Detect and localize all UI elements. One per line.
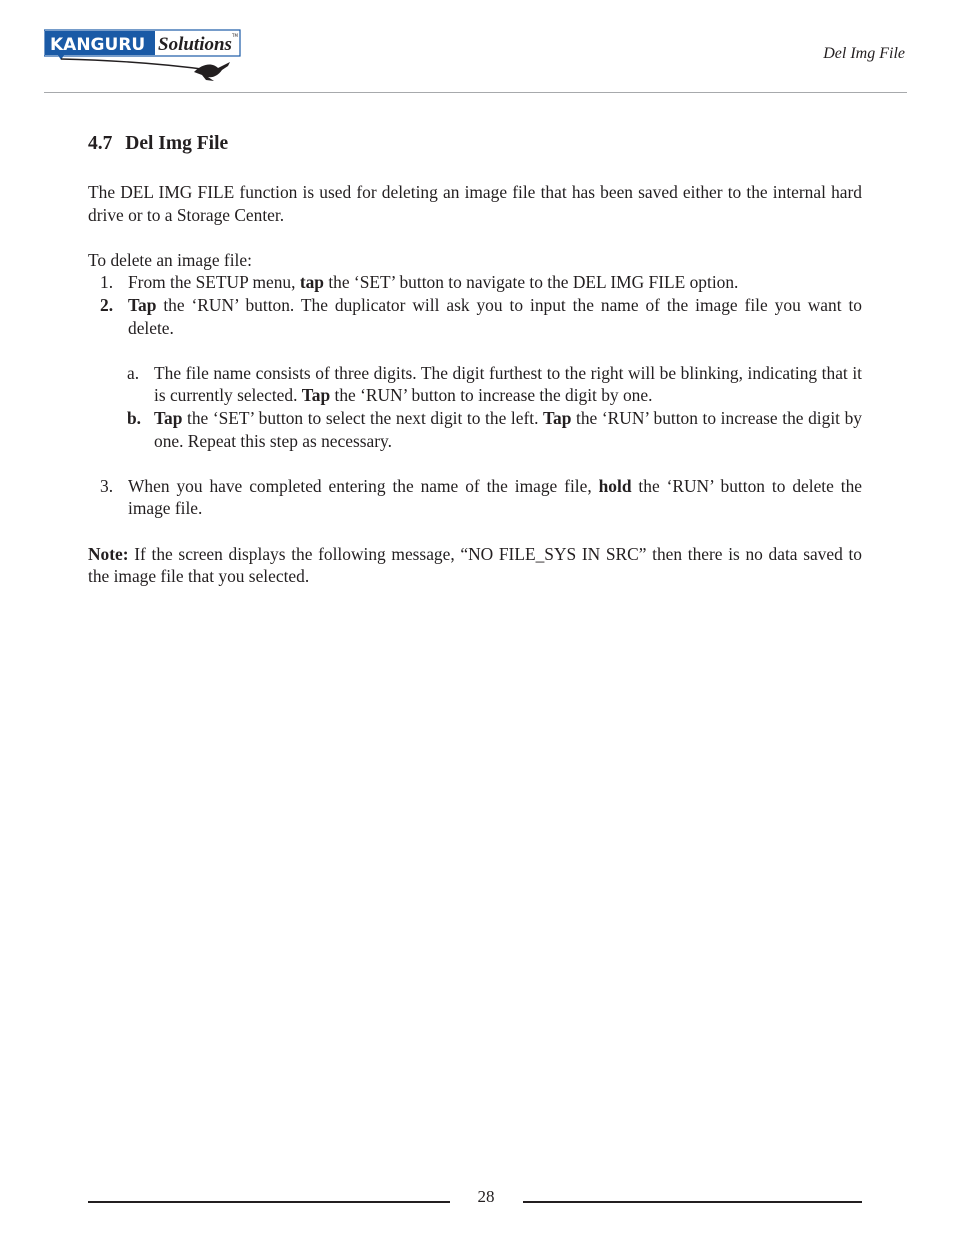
step-3-text-after: the ‘RUN’ button to delete the image file. [128, 475, 863, 519]
step-2-bold: Tap [128, 294, 157, 315]
step-1-text-after: the ‘SET’ button to navigate to the DEL IMG FILE option. [323, 272, 739, 293]
step-1-bold: tap [299, 272, 324, 293]
step-2b-marker: b. [127, 407, 142, 428]
step-2a-marker: a. [127, 362, 140, 383]
step-2b-text-middle: the ‘SET’ button to select the next digit to the left. [182, 407, 544, 428]
list-item-step-2 [88, 294, 862, 339]
list-item-step-3 [88, 475, 862, 520]
page-number: 28 [477, 1187, 495, 1206]
page-content [88, 130, 862, 588]
logo-tm-text: TM [232, 33, 238, 38]
step-2b-bold-1: Tap [154, 407, 183, 428]
list-item-step-1 [88, 271, 862, 294]
logo-product-text: Solutions [158, 34, 232, 55]
step-2a-text-after: the ‘RUN’ button to increase the digit by one. [330, 385, 653, 406]
running-header-title: Del Img File [823, 45, 905, 62]
step-3-text-before: When you have completed entering the name of the image file, [128, 475, 599, 496]
list-item-step-2a [88, 362, 862, 407]
step-2b-text-after: the ‘RUN’ button to increase the digit by one. Repeat this step as necessary. [154, 407, 862, 451]
intro-paragraph: The DEL IMG FILE function is used for deleting an image file that has been saved either to the internal hard drive or to a Storage Center. [88, 182, 862, 225]
step-1-marker: 1. [100, 272, 114, 293]
header-divider [44, 92, 907, 93]
step-2b-bold-2: Tap [543, 407, 572, 428]
step-3-bold: hold [598, 475, 632, 496]
note-text: If the screen displays the following message, “NO FILE_SYS IN SRC” then there is no data saved to the image file that you selected. [88, 543, 862, 587]
section-heading [88, 130, 862, 158]
step-2a-bold: Tap [301, 385, 331, 406]
step-3-marker: 3. [100, 475, 114, 496]
section-title: Del Img File [125, 133, 229, 154]
kanguru-logo [44, 28, 244, 84]
step-2a-text-before: The file name consists of three digits. The digit furthest to the right will be blinking, indicating that it is currently selected. [154, 362, 862, 406]
kangaroo-icon [194, 62, 230, 81]
note-label: Note: [88, 543, 129, 564]
step-2-marker: 2. [100, 294, 114, 315]
step-1-text-before: From the SETUP menu, [128, 272, 300, 293]
list-item-step-2b [88, 407, 862, 452]
steps-intro: To delete an image file: [88, 249, 252, 270]
footer-rule-right [523, 1201, 862, 1203]
section-number: 4.7 [88, 133, 113, 154]
kanguru-logo-graphic [44, 28, 244, 84]
note-paragraph [88, 543, 862, 588]
logo-brand-text: KANGURU [50, 35, 146, 55]
step-2-text-after: the ‘RUN’ button. The duplicator will ask you to input the name of the image file you want to delete. [128, 294, 862, 338]
